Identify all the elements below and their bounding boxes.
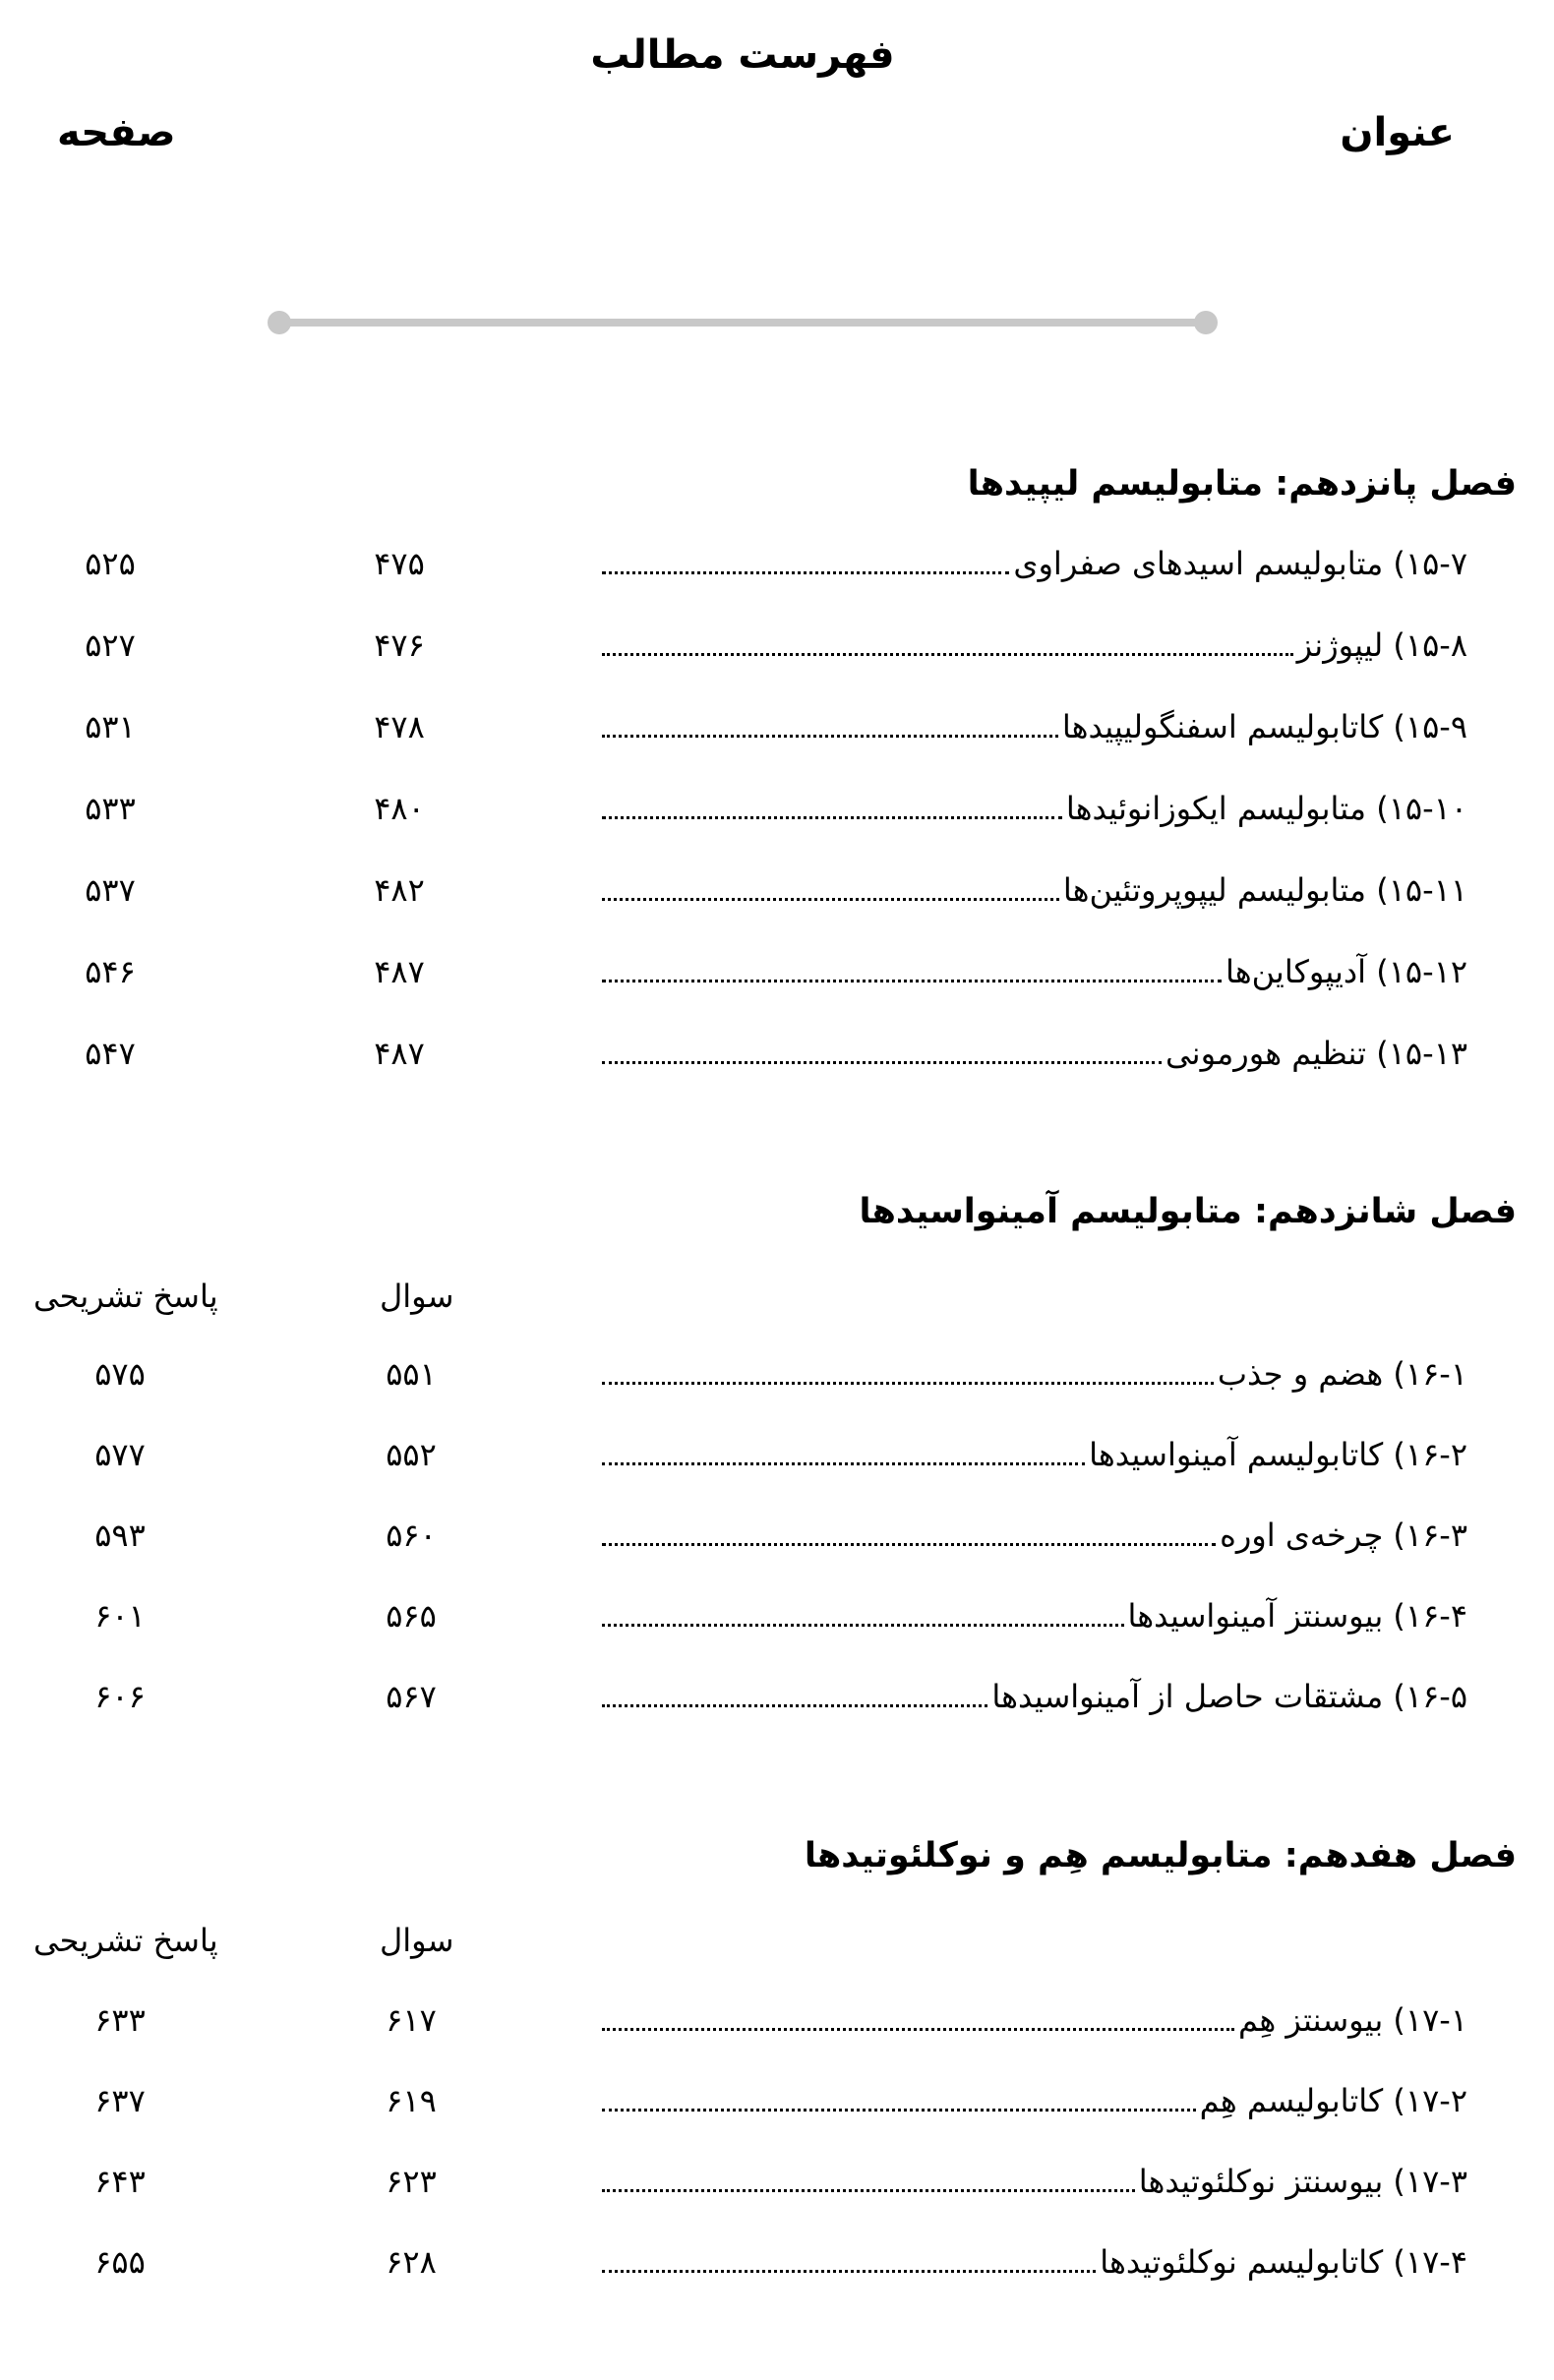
chapter-title: فصل هفدهم: متابولیسم هِم و نوکلئوتیدها xyxy=(804,1836,1517,1875)
answer-page: ۵۳۷ xyxy=(85,871,136,909)
toc-row xyxy=(0,1591,1554,1640)
question-page: ۶۲۳ xyxy=(386,2163,437,2200)
dot-leader xyxy=(602,979,1222,982)
toc-row xyxy=(0,1349,1554,1398)
question-page: ۴۸۷ xyxy=(374,1035,425,1072)
toc-row xyxy=(0,702,1554,751)
toc-entry-title: ۱۵-۱۱) متابولیسم لیپوپروتئین‌ها xyxy=(1062,871,1467,909)
answer-page: ۵۳۱ xyxy=(85,708,136,745)
answer-page: ۵۲۵ xyxy=(85,545,136,582)
chapter-title: فصل پانزدهم: متابولیسم لیپیدها xyxy=(967,464,1517,504)
question-page: ۶۱۹ xyxy=(386,2082,437,2119)
dot-leader xyxy=(602,2108,1196,2112)
toc-entry-title: ۱۵-۱۳) تنظیم هورمونی xyxy=(1166,1035,1467,1072)
toc-entry-title: ۱۵-۹) کاتابولیسم اسفنگولیپیدها xyxy=(1061,708,1467,745)
question-page: ۵۶۷ xyxy=(386,1678,437,1715)
question-page: ۴۸۰ xyxy=(374,790,425,827)
column-header-question: سوال xyxy=(380,1922,454,1959)
toc-entry-title: ۱۵-۷) متابولیسم اسیدهای صفراوی xyxy=(1013,545,1467,582)
answer-page: ۵۹۳ xyxy=(94,1517,146,1554)
toc-entry-title: ۱۶-۵) مشتقات حاصل از آمینواسیدها xyxy=(991,1678,1467,1715)
column-header-answer: پاسخ تشریحی xyxy=(33,1278,218,1315)
toc-entry-title: ۱۷-۱) بیوسنتز هِم xyxy=(1238,2001,1467,2039)
question-page: ۴۷۵ xyxy=(374,545,425,582)
toc-entry-title: ۱۵-۸) لیپوژنز xyxy=(1296,626,1467,664)
answer-page: ۶۳۳ xyxy=(94,2001,146,2039)
toc-entry-title: ۱۶-۱) هضم و جذب xyxy=(1217,1355,1467,1393)
dot-leader xyxy=(602,1060,1162,1064)
answer-page: ۵۳۳ xyxy=(85,790,136,827)
toc-row xyxy=(0,2157,1554,2206)
toc-row xyxy=(0,621,1554,670)
toc-entry-title: ۱۵-۱۰) متابولیسم ایکوزانوئیدها xyxy=(1065,790,1467,827)
question-page: ۴۸۲ xyxy=(374,871,425,909)
dot-leader xyxy=(602,1381,1214,1385)
divider-dot-right xyxy=(1194,311,1218,334)
question-page: ۴۸۷ xyxy=(374,953,425,990)
toc-entry-title: ۱۶-۲) کاتابولیسم آمینواسیدها xyxy=(1089,1436,1467,1473)
dot-leader xyxy=(602,1461,1085,1465)
divider-dot-left xyxy=(268,311,291,334)
toc-row xyxy=(0,1511,1554,1560)
answer-page: ۵۴۷ xyxy=(85,1035,136,1072)
toc-entry-title: ۱۷-۳) بیوسنتز نوکلئوتیدها xyxy=(1138,2163,1467,2200)
page-title: فهرست مطالب xyxy=(590,32,895,78)
answer-page: ۵۴۶ xyxy=(85,953,136,990)
toc-row xyxy=(0,947,1554,996)
toc-row xyxy=(0,1029,1554,1078)
question-page: ۵۶۰ xyxy=(386,1517,437,1554)
dot-leader xyxy=(602,815,1062,819)
toc-row xyxy=(0,1995,1554,2045)
decorative-divider xyxy=(277,319,1208,327)
dot-leader xyxy=(602,570,1009,574)
dot-leader xyxy=(602,734,1058,738)
answer-page: ۵۷۵ xyxy=(94,1355,146,1393)
toc-entry-title: ۱۷-۲) کاتابولیسم هِم xyxy=(1199,2082,1467,2119)
toc-row xyxy=(0,1672,1554,1721)
toc-row xyxy=(0,2076,1554,2125)
question-page: ۵۵۲ xyxy=(386,1436,437,1473)
answer-page: ۶۵۵ xyxy=(94,2243,146,2281)
column-header-answer: پاسخ تشریحی xyxy=(33,1922,218,1959)
answer-page: ۶۴۳ xyxy=(94,2163,146,2200)
chapter-title: فصل شانزدهم: متابولیسم آمینواسیدها xyxy=(859,1192,1517,1231)
question-page: ۵۵۱ xyxy=(386,1355,437,1393)
header-page-column-label: صفحه xyxy=(57,110,176,155)
column-header-question: سوال xyxy=(380,1278,454,1315)
toc-entry-title: ۱۶-۴) بیوسنتز آمینواسیدها xyxy=(1127,1597,1467,1635)
answer-page: ۶۳۷ xyxy=(94,2082,146,2119)
dot-leader xyxy=(602,2269,1096,2273)
toc-row xyxy=(0,1430,1554,1479)
answer-page: ۶۰۱ xyxy=(94,1597,146,1635)
dot-leader xyxy=(602,1703,987,1707)
toc-entry-title: ۱۵-۱۲) آدیپوکاین‌ها xyxy=(1225,953,1467,990)
dot-leader xyxy=(602,2027,1234,2031)
question-page: ۵۶۵ xyxy=(386,1597,437,1635)
dot-leader xyxy=(602,897,1059,901)
dot-leader xyxy=(602,2188,1135,2192)
toc-entry-title: ۱۶-۳) چرخه‌ی اوره xyxy=(1220,1517,1467,1554)
question-page: ۶۱۷ xyxy=(386,2001,437,2039)
answer-page: ۵۷۷ xyxy=(94,1436,146,1473)
question-page: ۶۲۸ xyxy=(386,2243,437,2281)
question-page: ۴۷۸ xyxy=(374,708,425,745)
question-page: ۴۷۶ xyxy=(374,626,425,664)
dot-leader xyxy=(602,1542,1216,1546)
toc-row xyxy=(0,865,1554,915)
answer-page: ۵۲۷ xyxy=(85,626,136,664)
toc-row xyxy=(0,539,1554,588)
toc-row xyxy=(0,784,1554,833)
dot-leader xyxy=(602,1623,1124,1627)
dot-leader xyxy=(602,652,1293,656)
header-title-column-label: عنوان xyxy=(1340,110,1455,155)
toc-entry-title: ۱۷-۴) کاتابولیسم نوکلئوتیدها xyxy=(1100,2243,1467,2281)
toc-row xyxy=(0,2237,1554,2287)
answer-page: ۶۰۶ xyxy=(94,1678,146,1715)
